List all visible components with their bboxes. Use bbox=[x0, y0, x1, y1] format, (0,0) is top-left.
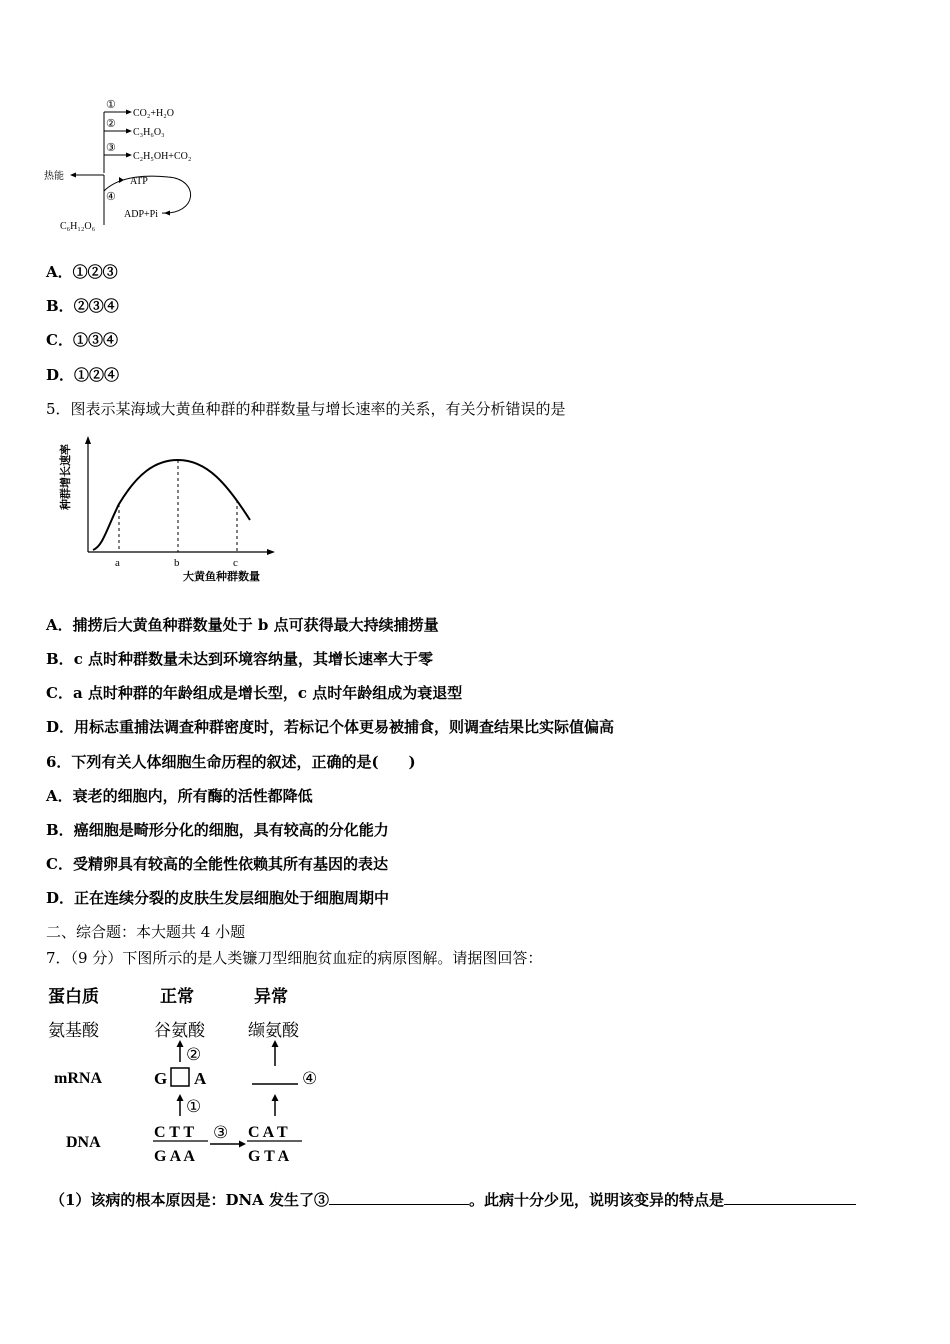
arrow-2-head bbox=[126, 129, 132, 134]
r1-num: ① bbox=[106, 99, 116, 111]
q4-option-b bbox=[46, 295, 119, 316]
option-text: c 点时种群数量未达到环境容纳量，其增长速率大于零 bbox=[73, 650, 434, 668]
option-text: ①③④ bbox=[72, 331, 118, 349]
dna-abnormal-bottom: G T A bbox=[248, 1148, 290, 1165]
q7-sub1 bbox=[50, 1189, 856, 1210]
option-letter: C． bbox=[46, 684, 73, 702]
y-axis-arrow bbox=[85, 436, 91, 444]
q6-option-a bbox=[46, 785, 313, 806]
q7-sub1-text-a: （1）该病的根本原因是：DNA 发生了③ bbox=[50, 1191, 330, 1209]
option-letter: C． bbox=[46, 331, 73, 349]
q5-option-c bbox=[46, 682, 462, 703]
r2-num: ② bbox=[106, 118, 116, 130]
glucose-label: C₆H₁₂O₆ bbox=[60, 221, 96, 232]
arrow-1-head bbox=[177, 1094, 184, 1101]
sickle-cell-diagram bbox=[40, 980, 340, 1170]
q6-option-d bbox=[46, 887, 389, 908]
mrna-left-base: G bbox=[154, 1069, 168, 1088]
q5-option-a bbox=[46, 614, 439, 635]
option-text: 受精卵具有较高的全能性依赖其所有基因的表达 bbox=[72, 855, 388, 873]
atp-label: ATP bbox=[130, 176, 148, 187]
heat-label: 热能 bbox=[44, 171, 64, 182]
q5-growth-chart bbox=[55, 432, 285, 587]
answer-blank-2[interactable] bbox=[724, 1190, 856, 1205]
mrna-right-base: A bbox=[194, 1069, 207, 1088]
option-text: 癌细胞是畸形分化的细胞，具有较高的分化能力 bbox=[73, 821, 389, 839]
option-text: 正在连续分裂的皮肤生发层细胞处于细胞周期中 bbox=[74, 889, 390, 907]
q6-option-b bbox=[46, 819, 389, 840]
q4-option-a bbox=[46, 261, 118, 282]
option-letter: B． bbox=[46, 821, 74, 839]
option-letter: A． bbox=[46, 616, 73, 634]
step-3-label: ③ bbox=[213, 1123, 229, 1142]
r3-product: C₂H₅OH+CO₂ bbox=[133, 151, 192, 162]
option-letter: C． bbox=[46, 855, 73, 873]
tick-a: a bbox=[115, 557, 120, 569]
row-protein: 蛋白质 bbox=[48, 987, 99, 1006]
x-axis-arrow bbox=[267, 549, 275, 555]
step-1-label: ① bbox=[186, 1097, 202, 1116]
answer-blank-1[interactable] bbox=[329, 1190, 469, 1205]
r1-product: CO₂+H₂O bbox=[133, 108, 174, 119]
option-letter: B． bbox=[46, 297, 74, 315]
row-mrna: mRNA bbox=[54, 1070, 102, 1087]
r2-product: C₃H₆O₃ bbox=[133, 127, 165, 138]
q7-stem: 7．（9 分）下图所示的是人类镰刀型细胞贫血症的病原图解。请据图回答： bbox=[46, 949, 543, 967]
q5-option-b bbox=[46, 648, 433, 669]
abnormal-arrow-bottom-head bbox=[272, 1094, 279, 1101]
mrna-unknown-base-box bbox=[171, 1068, 189, 1086]
q6-stem: 6．下列有关人体细胞生命历程的叙述，正确的是( ) bbox=[46, 753, 416, 771]
row-amino-acid: 氨基酸 bbox=[48, 1021, 99, 1040]
y-axis-label: 种群增长速率 bbox=[60, 444, 72, 510]
option-text: a 点时种群的年龄组成是增长型，c 点时年龄组成为衰退型 bbox=[72, 684, 463, 702]
row-dna: DNA bbox=[66, 1134, 101, 1151]
growth-rate-curve bbox=[93, 460, 250, 550]
arrow-3-head bbox=[239, 1141, 246, 1148]
x-axis-label: 大黄鱼种群数量 bbox=[183, 571, 260, 583]
option-letter: B． bbox=[46, 650, 74, 668]
option-text: ②③④ bbox=[73, 297, 119, 315]
arrow-1-head bbox=[126, 110, 132, 115]
val-label: 缬氨酸 bbox=[248, 1021, 299, 1040]
atp-arrow-head bbox=[119, 177, 124, 183]
q4-option-c bbox=[46, 329, 118, 350]
option-text: ①②④ bbox=[74, 366, 120, 384]
option-letter: D． bbox=[46, 718, 75, 736]
option-letter: D． bbox=[46, 889, 75, 907]
arrow-2-head bbox=[177, 1040, 184, 1047]
tick-c: c bbox=[233, 557, 238, 569]
dna-abnormal-top: C A T bbox=[248, 1124, 288, 1141]
dna-normal-top: C T T bbox=[154, 1124, 195, 1141]
option-text: 用标志重捕法调查种群密度时，若标记个体更易被捕食，则调查结果比实际值偏高 bbox=[74, 718, 615, 736]
heat-arrow-head bbox=[70, 173, 76, 178]
r4-num: ④ bbox=[106, 191, 116, 203]
option-text: ①②③ bbox=[72, 263, 118, 281]
step-2-label: ② bbox=[186, 1045, 202, 1064]
option-text: 捕捞后大黄鱼种群数量处于 b 点可获得最大持续捕捞量 bbox=[72, 616, 439, 634]
option-letter: A． bbox=[46, 263, 73, 281]
col-normal: 正常 bbox=[160, 987, 194, 1006]
option-text: 衰老的细胞内，所有酶的活性都降低 bbox=[72, 787, 313, 805]
q7-sub1-text-b: 。此病十分少见，说明该变异的特点是 bbox=[469, 1191, 725, 1209]
option-letter: D． bbox=[46, 366, 75, 384]
q5-stem: 5．图表示某海域大黄鱼种群的种群数量与增长速率的关系，有关分析错误的是 bbox=[46, 400, 566, 418]
q5-option-d bbox=[46, 716, 614, 737]
dna-normal-bottom: G A A bbox=[154, 1148, 195, 1165]
section-heading: 二、综合题：本大题共 4 小题 bbox=[46, 923, 246, 941]
arrow-3-head bbox=[126, 153, 132, 158]
q4-option-d bbox=[46, 364, 119, 385]
step-4-label: ④ bbox=[302, 1069, 318, 1088]
tick-b: b bbox=[174, 557, 180, 569]
option-letter: A． bbox=[46, 787, 73, 805]
q6-option-c bbox=[46, 853, 388, 874]
r3-num: ③ bbox=[106, 142, 116, 154]
adp-arrow-head bbox=[164, 211, 170, 216]
adp-label: ADP+Pi bbox=[124, 209, 158, 220]
col-abnormal: 异常 bbox=[254, 987, 288, 1006]
abnormal-arrow-top-head bbox=[272, 1040, 279, 1047]
glu-label: 谷氨酸 bbox=[154, 1021, 205, 1040]
respiration-diagram bbox=[40, 95, 240, 235]
